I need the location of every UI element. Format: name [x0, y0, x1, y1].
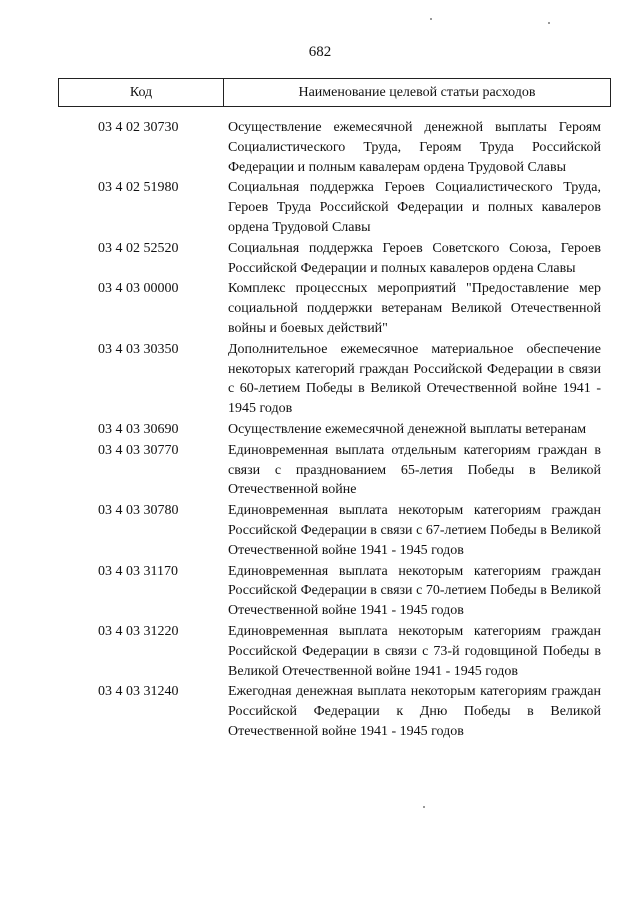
row-name: Социальная поддержка Героев Социалистического Труда, Героев Труда Российской Федерации и полных кавалеров ордена Трудовой Славы [228, 180, 601, 235]
row-code: 03 4 02 52520 [98, 240, 179, 256]
table-body [58, 118, 611, 743]
row-name: Единовременная выплата некоторым категориям граждан Российской Федерации в связи с 67-летием Победы в Великой Отечественной войне 1941 - 1945 годов [228, 503, 601, 558]
row-name: Единовременная выплата отдельным категориям граждан в связи с празднованием 65-летия Победы в Великой Отечественной войне [228, 442, 601, 498]
table-row [58, 622, 611, 681]
row-code: 03 4 03 31170 [98, 563, 178, 579]
row-code: 03 4 03 30690 [98, 421, 179, 437]
table-row [58, 562, 611, 621]
row-name: Комплекс процессных мероприятий "Предоставление мер социальной поддержки ветеранам Великой Отечественной войны и боевых действий" [228, 281, 601, 336]
scan-speck [430, 18, 432, 20]
table-header [58, 78, 611, 107]
table-row [58, 239, 611, 279]
header-code: Код [59, 79, 224, 106]
scan-speck [548, 22, 550, 24]
table-row [58, 501, 611, 560]
table-row [58, 420, 611, 440]
row-code: 03 4 03 30780 [98, 503, 179, 519]
row-code: 03 4 03 30350 [98, 341, 179, 357]
table-row [58, 279, 611, 338]
page-number: 682 [308, 44, 332, 60]
row-name: Осуществление ежемесячной денежной выплаты Героям Социалистического Труда, Героям Труда Российской Федерации и полным кавалерам ордена Трудовой Славы [228, 120, 601, 175]
row-code: 03 4 03 30770 [98, 442, 179, 458]
header-name: Наименование целевой статьи расходов [298, 85, 536, 100]
table-row [58, 178, 611, 237]
row-name: Единовременная выплата некоторым категориям граждан Российской Федерации в связи с 70-летием Победы в Великой Отечественной войне 1941 - 1945 годов [228, 563, 601, 619]
scan-speck [423, 806, 425, 808]
row-code: 03 4 02 30730 [98, 120, 179, 135]
table-row [58, 340, 611, 419]
table-row [58, 441, 611, 500]
row-name: Ежегодная денежная выплата некоторым категориям граждан Российской Федерации к Дню Победы в Великой Отечественной войне 1941 - 1945 годов [228, 684, 601, 739]
table-row [58, 682, 611, 741]
table-row [58, 118, 611, 177]
row-name: Осуществление ежемесячной денежной выплаты ветеранам [228, 421, 587, 437]
row-name: Социальная поддержка Героев Советского Союза, Героев Российской Федерации и полных кавалеров ордена Славы [228, 240, 601, 276]
row-code: 03 4 03 00000 [98, 281, 179, 297]
row-code: 03 4 03 31240 [98, 684, 179, 700]
row-code: 03 4 02 51980 [98, 180, 179, 196]
row-name: Единовременная выплата некоторым категориям граждан Российской Федерации в связи с 73-й годовщиной Победы в Великой Отечественной войне 1941 - 1945 годов [228, 623, 601, 679]
row-code: 03 4 03 31220 [98, 623, 179, 639]
row-name: Дополнительное ежемесячное материальное обеспечение некоторых категорий граждан Российской Федерации в связи с 60-летием Победы в Великой Отечественной войне 1941 - 1945 годов [228, 341, 601, 417]
